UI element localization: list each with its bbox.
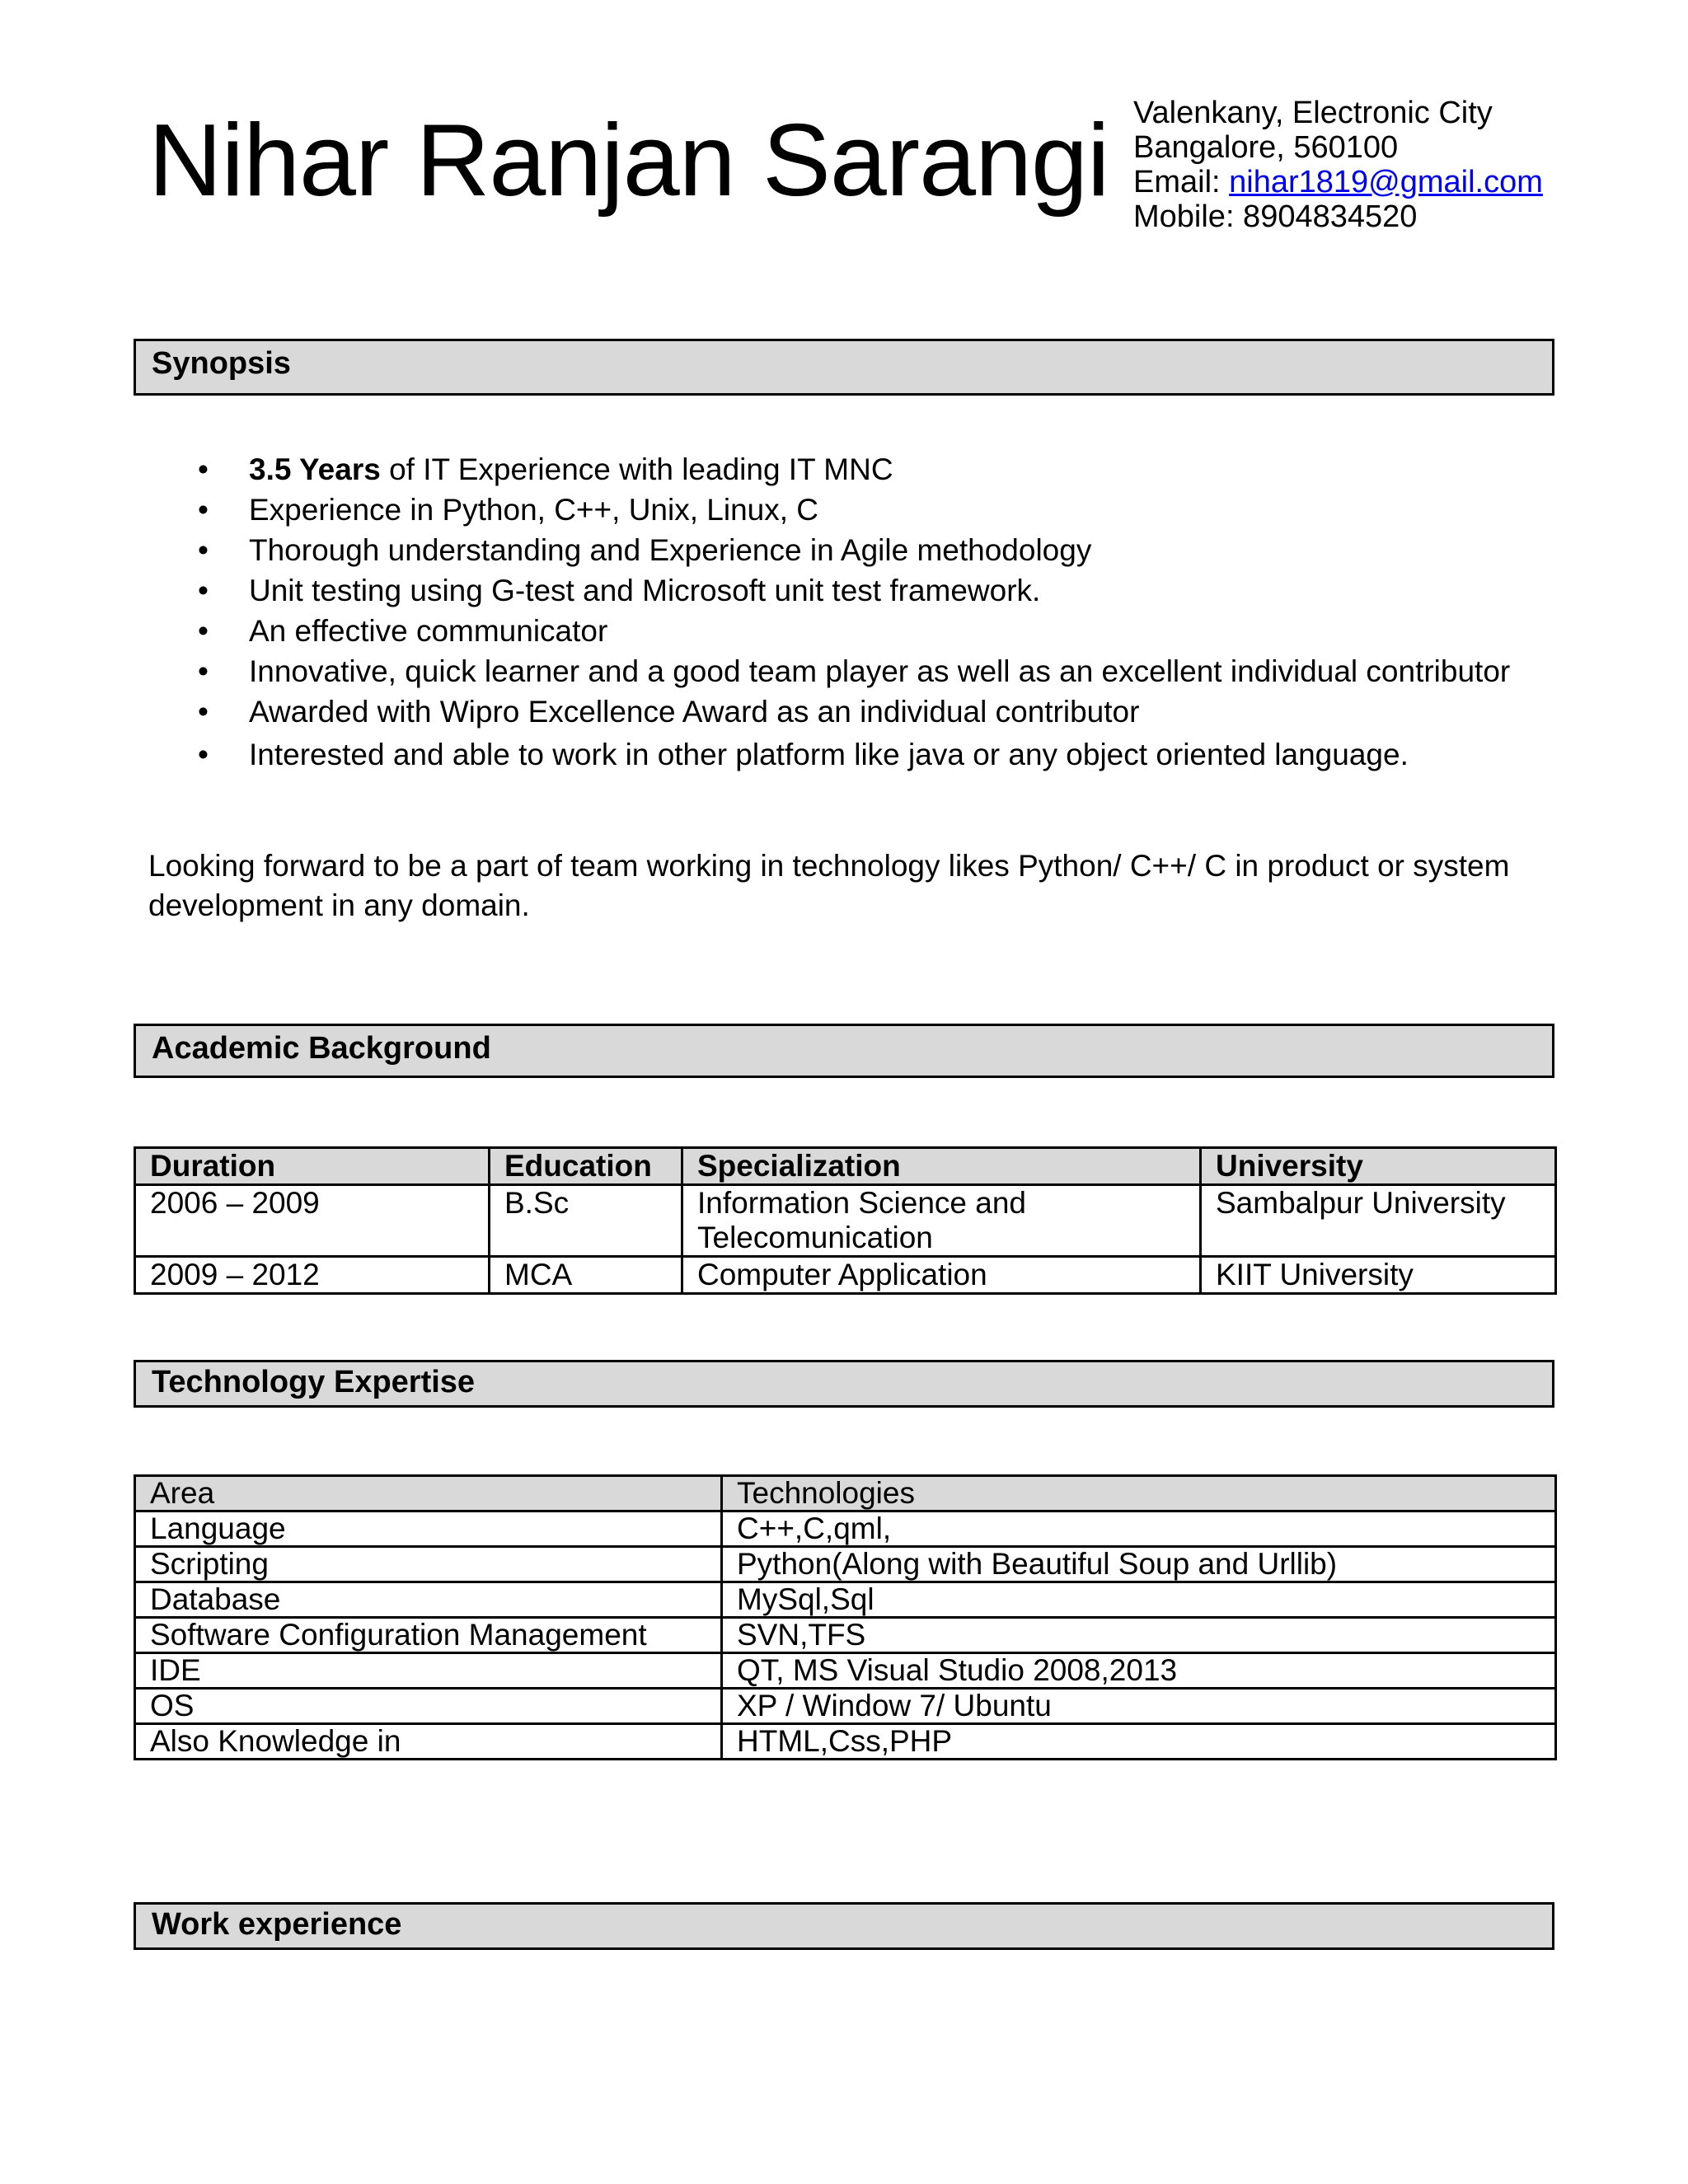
list-item (198, 532, 1510, 572)
technology-title: Technology Expertise (152, 1365, 476, 1399)
synopsis-bullet-list (198, 451, 1510, 776)
column-header: University (1201, 1148, 1556, 1185)
email-line (1133, 165, 1543, 199)
table-cell: C++,C,qml, (722, 1511, 1556, 1547)
table-cell: XP / Window 7/ Ubuntu (722, 1689, 1556, 1724)
bullet-marker: • (198, 533, 209, 567)
table-cell: IDE (135, 1653, 722, 1689)
technology-section-header (134, 1360, 1554, 1408)
list-item-text: Unit testing using G-test and Microsoft unit test framework. (249, 574, 1041, 607)
list-item (198, 653, 1510, 693)
table-cell: MySql,Sql (722, 1582, 1556, 1618)
table-cell: Database (135, 1582, 722, 1618)
address-line-2: Bangalore, 560100 (1133, 130, 1399, 165)
mobile-line: Mobile: 8904834520 (1133, 199, 1418, 234)
list-item (198, 572, 1510, 612)
table-header-row (135, 1476, 1556, 1511)
academic-table (134, 1146, 1557, 1295)
bullet-marker: • (198, 738, 209, 771)
table-cell: Software Configuration Management (135, 1618, 722, 1653)
academic-title: Academic Background (152, 1031, 491, 1066)
table-row (135, 1724, 1556, 1760)
table-cell: Computer Application (682, 1257, 1201, 1294)
career-objective-paragraph: Looking forward to be a part of team working in technology likes Python/ C++/ C in product or system development in any domain. (148, 849, 1510, 922)
email-label: Email: (1133, 165, 1230, 199)
table-cell: QT, MS Visual Studio 2008,2013 (722, 1653, 1556, 1689)
bullet-marker: • (198, 654, 209, 688)
table-row (135, 1582, 1556, 1618)
bullet-marker: • (198, 695, 209, 729)
experience-years: 3.5 Years (249, 452, 381, 486)
list-item (198, 736, 1510, 776)
table-row (135, 1618, 1556, 1653)
bullet-marker: • (198, 452, 209, 486)
list-item (198, 612, 1510, 653)
table-row (135, 1185, 1556, 1257)
work-experience-title: Work experience (152, 1907, 402, 1942)
table-cell: MCA (490, 1257, 682, 1294)
table-row (135, 1257, 1556, 1294)
bullet-marker: • (198, 614, 209, 648)
table-cell: Scripting (135, 1547, 722, 1582)
candidate-name: Nihar Ranjan Sarangi (148, 104, 1109, 218)
table-cell: Python(Along with Beautiful Soup and Urllib) (722, 1547, 1556, 1582)
experience-text: of IT Experience with leading IT MNC (380, 452, 893, 486)
table-row (135, 1511, 1556, 1547)
address-line-1: Valenkany, Electronic City (1133, 96, 1493, 130)
synopsis-section-header (134, 339, 1554, 396)
list-item-text: Innovative, quick learner and a good team player as well as an excellent individual contributor (249, 654, 1511, 688)
table-cell: OS (135, 1689, 722, 1724)
table-header-row (135, 1148, 1556, 1185)
table-cell: Sambalpur University (1201, 1185, 1556, 1257)
list-item (198, 693, 1510, 733)
academic-section-header (134, 1024, 1554, 1078)
table-cell: 2006 – 2009 (135, 1185, 490, 1257)
table-row (135, 1547, 1556, 1582)
list-item (198, 451, 1510, 491)
list-item-text: Interested and able to work in other platform like java or any object oriented language. (249, 738, 1409, 771)
list-item (198, 491, 1510, 532)
list-item-text: Experience in Python, C++, Unix, Linux, C (249, 493, 819, 527)
column-header: Duration (135, 1148, 490, 1185)
email-link[interactable]: nihar1819@gmail.com (1229, 165, 1543, 199)
bullet-marker: • (198, 493, 209, 527)
table-cell: KIIT University (1201, 1257, 1556, 1294)
list-item-text: An effective communicator (249, 614, 608, 648)
column-header: Education (490, 1148, 682, 1185)
table-cell: Information Science and Telecomunication (682, 1185, 1201, 1257)
list-item-text: Thorough understanding and Experience in Agile methodology (249, 533, 1092, 567)
list-item-text: Awarded with Wipro Excellence Award as an individual contributor (249, 695, 1140, 729)
table-cell: Also Knowledge in (135, 1724, 722, 1760)
column-header: Area (135, 1476, 722, 1511)
table-cell: HTML,Css,PHP (722, 1724, 1556, 1760)
synopsis-title: Synopsis (152, 346, 291, 381)
table-cell: SVN,TFS (722, 1618, 1556, 1653)
table-cell: Language (135, 1511, 722, 1547)
table-cell: B.Sc (490, 1185, 682, 1257)
table-row (135, 1689, 1556, 1724)
column-header: Technologies (722, 1476, 1556, 1511)
bullet-marker: • (198, 574, 209, 607)
work-experience-section-header (134, 1902, 1554, 1950)
table-row (135, 1653, 1556, 1689)
table-cell: 2009 – 2012 (135, 1257, 490, 1294)
contact-block (1133, 96, 1543, 234)
column-header: Specialization (682, 1148, 1201, 1185)
technology-table (134, 1474, 1557, 1760)
